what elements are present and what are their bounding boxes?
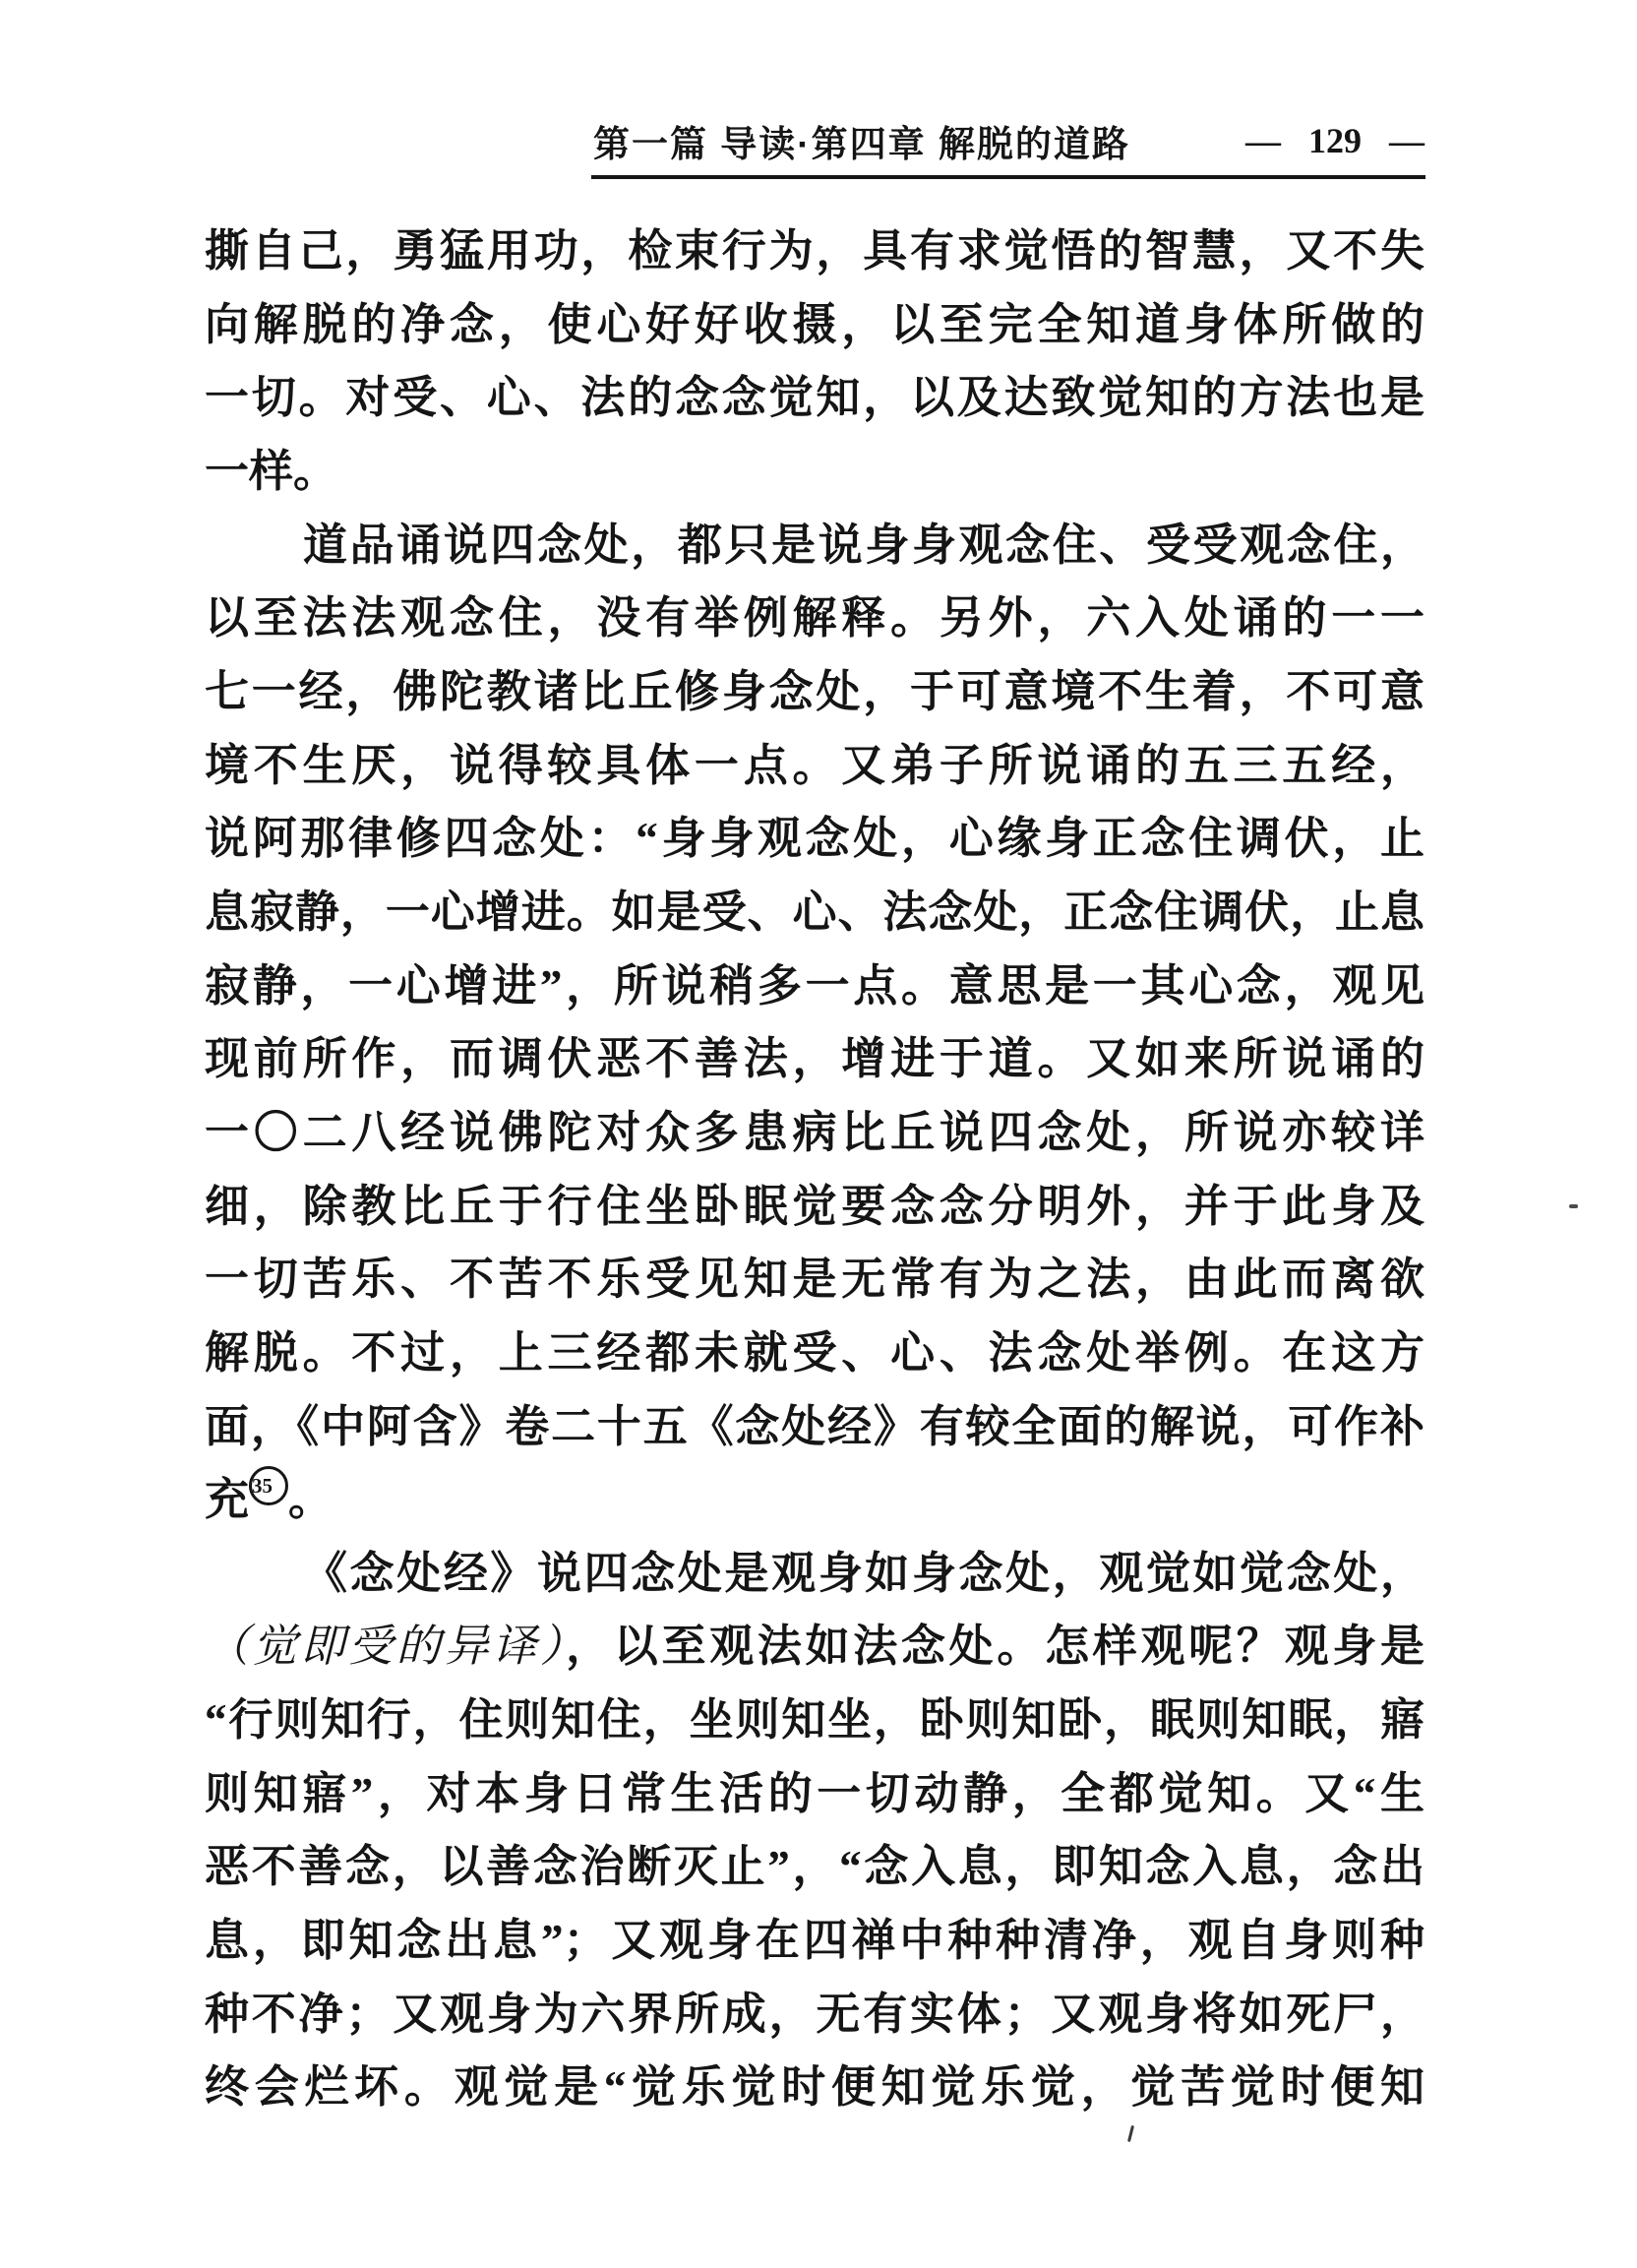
text-run: 一切。对受、心、法的念念觉知，以及达致觉知的方法也是 (205, 373, 1425, 423)
text-line (205, 655, 1425, 729)
text-line (205, 1390, 1425, 1464)
text-line (205, 876, 1425, 950)
text-run: 现前所作，而调伏恶不善法，增进于道。又如来所说诵的 (205, 1034, 1425, 1084)
text-line (205, 582, 1425, 655)
text-line (205, 1757, 1425, 1831)
text-run: 终会烂坏。观觉是“觉乐觉时便知觉乐觉，觉苦觉时便知 (205, 2062, 1425, 2113)
text-line (205, 1978, 1425, 2052)
scan-artifact (1569, 1204, 1578, 1208)
text-line (205, 288, 1425, 362)
text-line (205, 1610, 1425, 1684)
body-text (205, 215, 1425, 2124)
text-run: 充 (205, 1475, 250, 1525)
text-run: 七一经，佛陀教诸比丘修身念处，于可意境不生着，不可意 (205, 666, 1425, 716)
page-number: 129 (1308, 121, 1362, 160)
text-line (205, 2051, 1425, 2124)
header-page-group (1245, 120, 1425, 161)
text-run: 恶不善念，以善念治断灭止”，“念入息，即知念入息，念出 (205, 1842, 1425, 1892)
text-line (205, 802, 1425, 876)
text-line (205, 435, 1425, 509)
text-run: 一样。 (205, 446, 338, 496)
text-run: “行则知行，住则知住，坐则知坐，卧则知卧，眠则知眠，寤 (205, 1695, 1425, 1746)
text-line (205, 509, 1425, 582)
text-run: 寂静，一心增进”，所说稍多一点。意思是一其心念，观见 (205, 960, 1425, 1011)
text-line (205, 1022, 1425, 1096)
text-run: 解脱。不过，上三经都未就受、心、法念处举例。在这方 (205, 1327, 1425, 1378)
text-line (205, 729, 1425, 803)
text-run: ，以至观法如法念处。怎样观呢？观身是 (566, 1622, 1425, 1672)
text-line (205, 1243, 1425, 1317)
text-line (205, 950, 1425, 1023)
text-line (205, 1096, 1425, 1170)
text-run: 撕自己，勇猛用功，检束行为，具有求觉悟的智慧，又不失 (205, 226, 1425, 276)
text-line (205, 361, 1425, 435)
text-line (205, 1684, 1425, 1757)
text-run: 说阿那律修四念处：“身身观念处，心缘身正念住调伏，止 (205, 814, 1425, 864)
text-run: 一切苦乐、不苦不乐受见知是无常有为之法，由此而离欲 (205, 1255, 1425, 1305)
text-run: 以至法法观念住，没有举例解释。另外，六入处诵的一一 (205, 593, 1425, 644)
scan-artifact (1127, 2125, 1134, 2142)
text-run: 息寂静，一心增进。如是受、心、法念处，正念住调伏，止息 (205, 887, 1425, 937)
text-run: 息，即知念出息”；又观身在四禅中种种清净，观自身则种 (205, 1916, 1425, 1966)
kai-text-run: （觉即受的异译） (205, 1622, 567, 1672)
header-dash-left: — (1245, 121, 1281, 160)
text-line (205, 215, 1425, 288)
text-run: 。 (288, 1475, 333, 1525)
text-line (205, 1170, 1425, 1244)
text-run: 细，除教比丘于行住坐卧眠觉要念念分明外，并于此身及 (205, 1181, 1425, 1231)
text-run: 向解脱的净念，使心好好收摄，以至完全知道身体所做的 (205, 299, 1425, 349)
text-run: 面，《中阿含》卷二十五《念处经》有较全面的解说，可作补 (205, 1401, 1425, 1451)
header-section-title: 第一篇 导读·第四章 解脱的道路 (593, 124, 1130, 164)
header-dash-right: — (1389, 121, 1425, 160)
text-run: 种不净；又观身为六界所成，无有实体；又观身将如死尸， (205, 1989, 1425, 2039)
header-rule (591, 175, 1425, 179)
running-header (593, 114, 1425, 167)
text-line (205, 1463, 1425, 1537)
footnote-marker: 35 (249, 1466, 288, 1505)
text-run: 《念处经》说四念处是观身如身念处，观觉如觉念处， (303, 1548, 1425, 1598)
text-line (205, 1317, 1425, 1390)
text-line (205, 1830, 1425, 1904)
text-run: 一〇二八经说佛陀对众多患病比丘说四念处，所说亦较详 (205, 1107, 1425, 1157)
text-run: 则知寤”，对本身日常生活的一切动静，全都觉知。又“生 (205, 1768, 1425, 1818)
text-line (205, 1537, 1425, 1611)
text-line (205, 1904, 1425, 1978)
text-run: 道品诵说四念处，都只是说身身观念住、受受观念住， (303, 520, 1425, 570)
text-run: 境不生厌，说得较具体一点。又弟子所说诵的五三五经， (205, 740, 1425, 790)
